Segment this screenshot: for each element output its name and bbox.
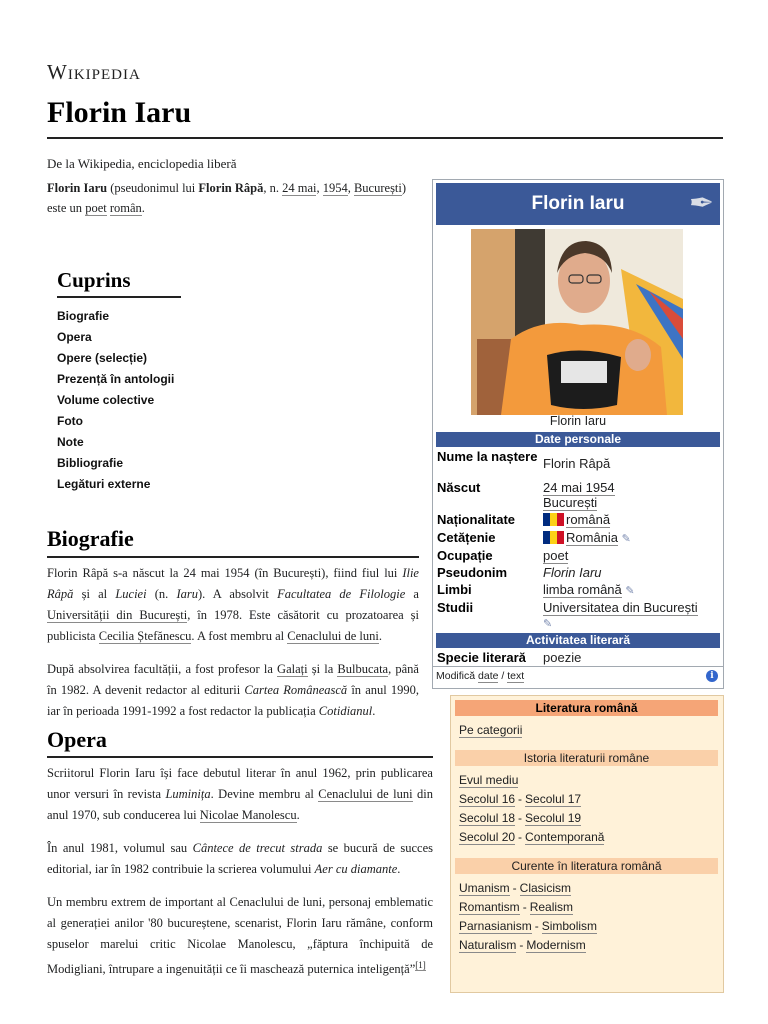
history-link[interactable]: Evul mediu xyxy=(459,773,519,787)
history-link[interactable]: Secolul 19 xyxy=(525,811,582,825)
portrait-photo[interactable] xyxy=(471,229,683,415)
row-value: poezie xyxy=(543,650,582,665)
reference-link[interactable]: [1] xyxy=(415,960,426,970)
infobox-footer xyxy=(433,666,723,685)
infobox-row-pseudonym xyxy=(437,565,719,581)
birth-year-link[interactable]: 1954 xyxy=(322,181,348,195)
infobox-row-occupation xyxy=(437,548,719,564)
lead-text: , n. xyxy=(263,181,283,195)
birth-date-link[interactable]: 24 mai 1954 xyxy=(543,480,615,495)
toc-item-biografie[interactable]: Biografie xyxy=(57,309,110,323)
row-value: Florin Râpă xyxy=(543,456,611,471)
infobox-row-studies xyxy=(437,600,719,630)
section-heading-opera: Opera xyxy=(47,727,107,752)
info-icon[interactable]: i xyxy=(706,670,718,682)
language-link[interactable]: limba română xyxy=(543,582,622,597)
row-value xyxy=(543,548,723,563)
section-band-personal: Date personale xyxy=(436,432,720,447)
infobox-row-birth-name xyxy=(437,449,719,479)
separator: / xyxy=(498,670,508,682)
row-label: Ocupație xyxy=(437,548,493,563)
biografie-section xyxy=(47,563,419,734)
row-value: Florin Iaru xyxy=(543,565,602,580)
text: și al xyxy=(73,587,116,601)
flag-graphic xyxy=(543,531,564,544)
lead-text: este un xyxy=(47,201,86,215)
navbox-line xyxy=(459,829,719,845)
navbox-line xyxy=(459,810,719,826)
photo-caption: Florin Iaru xyxy=(549,414,607,428)
text: În anul 1981, volumul sau xyxy=(47,841,193,855)
birth-city-link[interactable]: București xyxy=(353,181,402,195)
tagline: De la Wikipedia, enciclopedia liberă xyxy=(47,156,237,171)
lead-paragraph xyxy=(47,178,427,218)
text: (n. xyxy=(146,587,177,601)
section-divider xyxy=(47,756,433,758)
separator: - xyxy=(518,792,523,806)
toc-item-legaturi-externe[interactable]: Legături externe xyxy=(57,477,151,491)
history-link[interactable]: Secolul 20 xyxy=(459,830,516,844)
occupation-link[interactable]: poet xyxy=(543,548,569,563)
lead-text: ) xyxy=(401,181,407,195)
text: . xyxy=(296,808,300,822)
current-link[interactable]: Simbolism xyxy=(541,919,598,933)
title-divider xyxy=(47,137,723,139)
portrait-image xyxy=(471,229,683,415)
toc-item-opera[interactable]: Opera xyxy=(57,330,92,344)
row-value xyxy=(543,600,723,632)
quill-icon: ✒ xyxy=(688,187,714,220)
text: se bucură de succes editorial, iar în 1982 contribuie la scrierea volumului xyxy=(47,841,434,876)
book-title: Cântece de trecut strada xyxy=(192,841,323,855)
nationality-link[interactable]: română xyxy=(566,512,611,527)
text: . Devine membru al xyxy=(210,787,319,801)
navbox-line xyxy=(459,880,719,896)
row-label: Naționalitate xyxy=(437,512,516,527)
toc-item-volume-colective[interactable]: Volume colective xyxy=(57,393,155,407)
lead-text: (pseudonimul lui xyxy=(107,181,199,195)
navbox-line xyxy=(459,918,719,934)
text: în anul 1990, iar în perioada 1991-1992 a fost redactor la publicația xyxy=(47,683,419,718)
wikipedia-logo[interactable]: Wikipedia xyxy=(47,60,141,84)
text: , în 1978. Este căsătorit cu prozatoarea și publicista xyxy=(47,608,419,643)
infobox-row-languages xyxy=(437,582,719,598)
row-label: Cetățenie xyxy=(437,530,496,545)
current-link[interactable]: Modernism xyxy=(526,938,586,952)
current-link[interactable]: Parnasianism xyxy=(459,919,532,933)
row-value xyxy=(543,512,723,527)
row-label: Specie literară xyxy=(437,650,526,665)
lead-text: . xyxy=(141,201,145,215)
text: a xyxy=(405,587,419,601)
mother-maiden-name: Iaru xyxy=(176,587,199,601)
navbox-subheading-history: Istoria literaturii române xyxy=(455,750,718,766)
infobox-title xyxy=(436,183,720,225)
toc-item-prezenta-antologii[interactable]: Prezență în antologii xyxy=(57,372,175,386)
edit-label: Modifică xyxy=(436,670,476,682)
row-value xyxy=(543,582,723,599)
infobox-row-citizenship xyxy=(437,530,719,546)
text: După absolvirea facultății, a fost profesor la xyxy=(47,662,278,676)
infobox-row-born xyxy=(437,480,719,510)
row-label: Studii xyxy=(437,600,474,615)
lead-text: , xyxy=(347,181,354,195)
romania-flag-icon xyxy=(543,513,564,526)
separator: - xyxy=(518,830,523,844)
text: și la xyxy=(307,662,338,676)
cenaclul-de-luni-link[interactable]: Cenaclului de luni xyxy=(318,787,413,801)
section-heading-biografie: Biografie xyxy=(47,526,134,551)
toc-item-foto[interactable]: Foto xyxy=(57,414,83,428)
romania-flag-icon xyxy=(543,531,564,544)
opera-paragraph-2 xyxy=(47,838,433,880)
navbox-subheading-currents: Curente în literatura română xyxy=(455,858,718,874)
current-link[interactable]: Realism xyxy=(529,900,574,914)
cenaclul-de-luni-link[interactable]: Cenaclului de luni xyxy=(287,629,379,643)
edit-pencil-icon[interactable]: ✎ xyxy=(625,585,635,597)
opera-section xyxy=(47,763,433,992)
text: ). A absolvit xyxy=(198,587,278,601)
edit-text-link[interactable]: text xyxy=(507,670,525,682)
poet-link[interactable]: poet xyxy=(85,201,107,215)
history-link[interactable]: Contemporană xyxy=(525,830,605,844)
navbox-line xyxy=(459,722,719,738)
toc-item-note[interactable]: Note xyxy=(57,435,84,449)
edit-pencil-icon[interactable]: ✎ xyxy=(621,533,631,545)
lead-text: , xyxy=(316,181,323,195)
toc-title: Cuprins xyxy=(57,268,181,298)
text: Scriitorul Florin Iaru își face debutul literar în anul 1962, prin publicarea unor versuri în revista xyxy=(47,766,433,801)
separator: - xyxy=(522,900,527,914)
current-link[interactable]: Clasicism xyxy=(519,881,572,895)
birth-date-link[interactable]: 24 mai xyxy=(282,181,317,195)
opera-paragraph-1 xyxy=(47,763,433,826)
biografie-paragraph-2 xyxy=(47,659,419,722)
biografie-paragraph-1 xyxy=(47,563,419,647)
separator: - xyxy=(519,938,524,952)
mother-name: Luciei xyxy=(115,587,147,601)
romanian-link[interactable]: român xyxy=(109,201,142,215)
current-link[interactable]: Naturalism xyxy=(459,938,517,952)
university-link[interactable]: Universitatea din București xyxy=(543,600,698,615)
toc-item-opere-selectie[interactable]: Opere (selecție) xyxy=(57,351,148,365)
categories-link[interactable]: Pe categorii xyxy=(459,723,523,737)
navbox-line xyxy=(459,937,719,953)
navbox-line xyxy=(459,772,719,788)
university-link[interactable]: Universității din București xyxy=(47,608,188,622)
history-link[interactable]: Secolul 17 xyxy=(525,792,582,806)
row-label: Nume la naștere xyxy=(437,449,538,464)
bulbucata-link[interactable]: Bulbucata xyxy=(337,662,389,676)
row-label: Născut xyxy=(437,480,481,495)
text: . xyxy=(378,629,383,643)
father-name: Ilie Râpă xyxy=(47,566,419,601)
separator: - xyxy=(518,811,523,825)
row-value xyxy=(543,530,723,547)
navbox-romanian-literature xyxy=(450,695,724,993)
opera-paragraph-3 xyxy=(47,892,433,980)
navbox-line xyxy=(459,791,719,807)
publisher-name: Cartea Românească xyxy=(244,683,348,697)
separator: - xyxy=(512,881,517,895)
table-of-contents xyxy=(57,268,257,495)
text: din anul 1970, sub conducerea lui xyxy=(47,787,433,822)
history-link[interactable]: Secolul 18 xyxy=(459,811,516,825)
faculty-name: Facultatea de Filologie xyxy=(277,587,406,601)
row-value xyxy=(543,480,723,510)
citizenship-link[interactable]: România xyxy=(566,530,619,545)
section-band-literary: Activitatea literară xyxy=(436,633,720,648)
navbox-line xyxy=(459,899,719,915)
lead-real-name: Florin Râpă xyxy=(198,181,264,195)
cecilia-stefanescu-link[interactable]: Cecilia Ștefănescu xyxy=(98,629,192,643)
navbox-title: Literatura română xyxy=(455,700,718,716)
toc-item-bibliografie[interactable]: Bibliografie xyxy=(57,456,124,470)
infobox xyxy=(432,179,724,689)
birth-city-link[interactable]: București xyxy=(543,495,598,510)
history-link[interactable]: Secolul 16 xyxy=(459,792,516,806)
edit-pencil-icon[interactable]: ✎ xyxy=(543,618,553,630)
infobox-row-genre xyxy=(437,650,719,666)
row-label: Limbi xyxy=(437,582,472,597)
row-label: Pseudonim xyxy=(437,565,508,580)
flag-graphic xyxy=(543,513,564,526)
page-title: Florin Iaru xyxy=(47,96,192,129)
nicolae-manolescu-link[interactable]: Nicolae Manolescu xyxy=(199,808,297,822)
text: . xyxy=(372,704,376,718)
text: . A fost membru al xyxy=(191,629,288,643)
book-title: Aer cu diamante xyxy=(314,862,398,876)
text: Florin Râpă s-a născut la 24 mai 1954 (în București), fiind fiul lui xyxy=(47,566,403,580)
text: Un membru extrem de important al Cenaclului de luni, personaj emblematic al generației anilor '80 bucureștene, scenarist, Florin Iaru rămâne, conform spuselor marelui critic Nicolae Manolescu, „făptura închipuită de Modigliani, întrupare a ingenuității ce îi maschează puternica inteligență” xyxy=(47,895,433,977)
infobox-row-nationality xyxy=(437,512,719,528)
newspaper-name: Cotidianul xyxy=(318,704,373,718)
text: . xyxy=(397,862,401,876)
edit-data-link[interactable]: date xyxy=(478,670,499,682)
current-link[interactable]: Umanism xyxy=(459,881,510,895)
separator: - xyxy=(534,919,539,933)
section-divider xyxy=(47,556,419,558)
lead-name: Florin Iaru xyxy=(47,181,108,195)
infobox-title-text: Florin Iaru xyxy=(531,193,625,214)
text: , până în 1982. A devenit redactor al editurii xyxy=(47,662,419,697)
current-link[interactable]: Romantism xyxy=(459,900,520,914)
magazine-name: Luminița xyxy=(165,787,211,801)
galati-link[interactable]: Galați xyxy=(277,662,308,676)
